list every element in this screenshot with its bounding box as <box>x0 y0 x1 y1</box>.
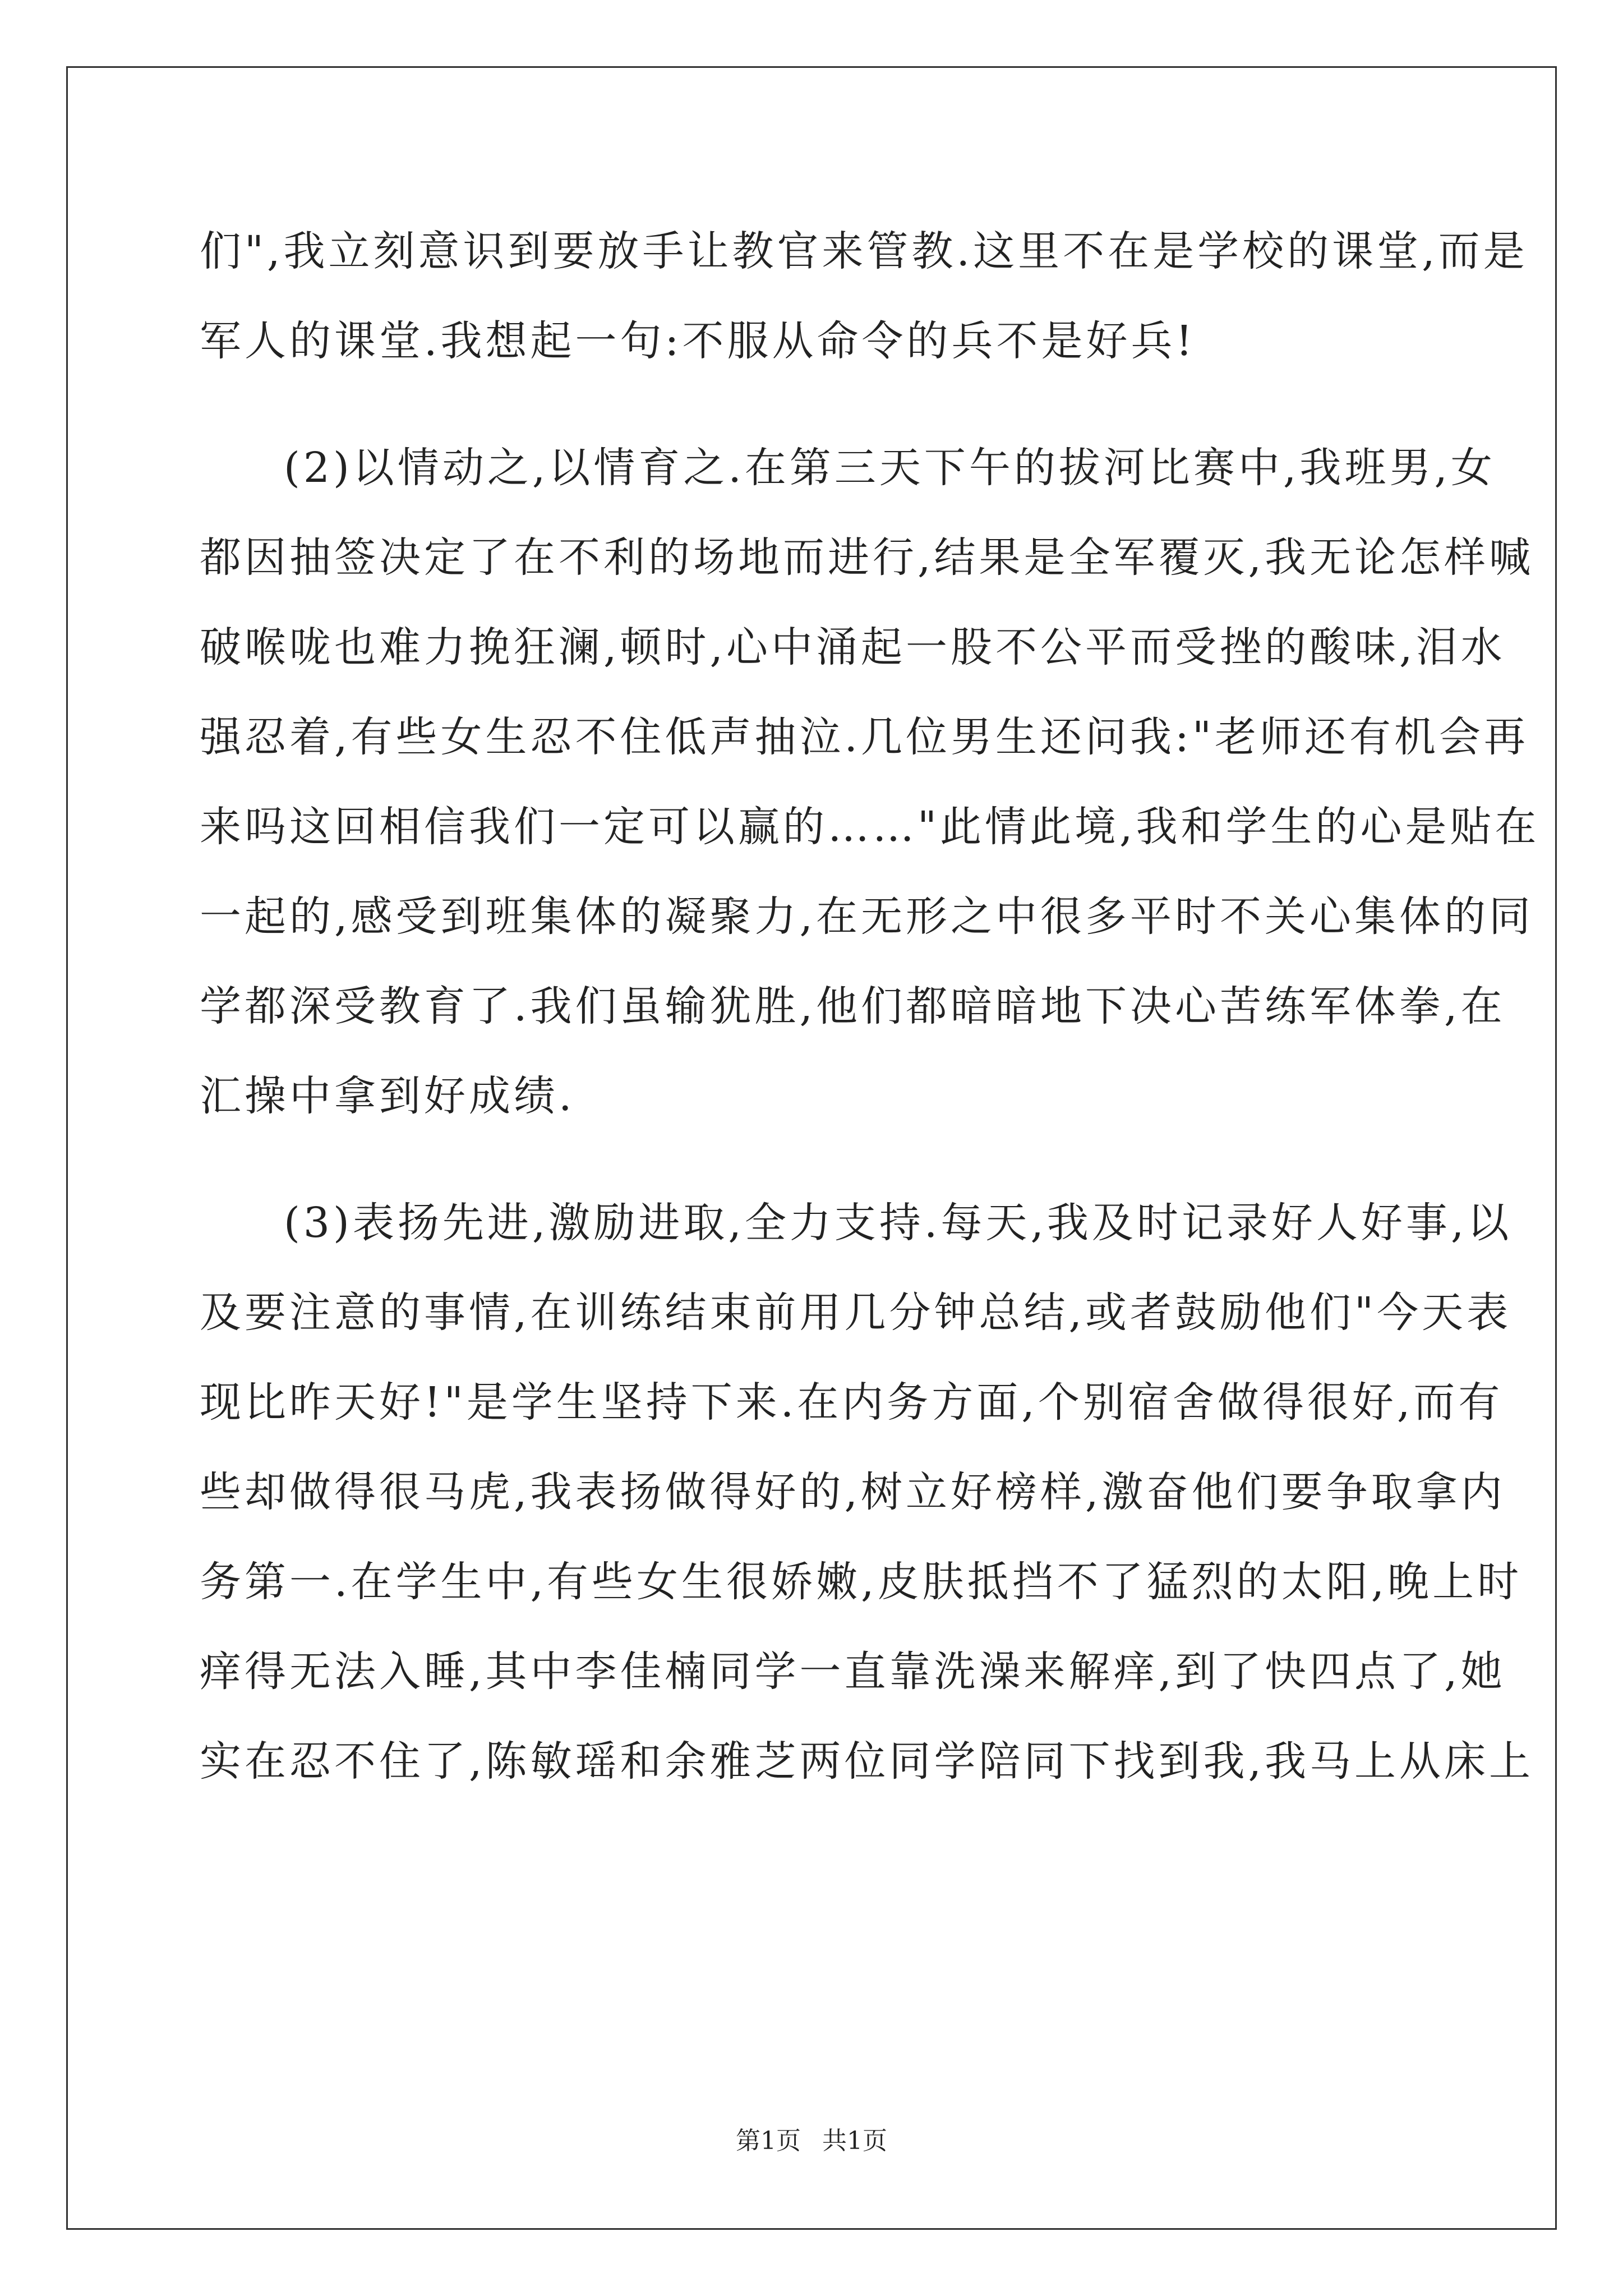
text-line: 现比昨天好!"是学生坚持下来.在内务方面,个别宿舍做得很好,而有 <box>200 1378 1504 1427</box>
page-total: 共1页 <box>822 2127 887 2155</box>
text-line: 军人的课堂.我想起一句:不服从命令的兵不是好兵! <box>200 317 1196 365</box>
text-line: 都因抽签决定了在不利的场地而进行,结果是全军覆灭,我无论怎样喊 <box>200 533 1534 582</box>
text-line: 痒得无法入睡,其中李佳楠同学一直靠洗澡来解痒,到了快四点了,她 <box>200 1648 1506 1696</box>
text-line: 汇操中拿到好成绩. <box>200 1072 575 1120</box>
paragraph-start-line: (3)表扬先进,激励进取,全力支持.每天,我及时记录好人好事,以 <box>284 1199 1513 1247</box>
text-line: 强忍着,有些女生忍不住低声抽泣.几位男生还问我:"老师还有机会再 <box>200 713 1529 761</box>
text-line: 们",我立刻意识到要放手让教官来管教.这里不在是学校的课堂,而是 <box>200 227 1528 275</box>
text-line: 实在忍不住了,陈敏瑶和余雅芝两位同学陪同下找到我,我马上从床上 <box>200 1737 1534 1786</box>
text-line: 学都深受教育了.我们虽输犹胜,他们都暗暗地下决心苦练军体拳,在 <box>200 982 1506 1030</box>
text-line: 及要注意的事情,在训练结束前用几分钟总结,或者鼓励他们"今天表 <box>200 1289 1512 1337</box>
text-line: 来吗这回相信我们一定可以赢的……"此情此境,我和学生的心是贴在 <box>200 803 1540 851</box>
page-footer <box>0 2120 1623 2156</box>
paragraph-start-line: (2)以情动之,以情育之.在第三天下午的拔河比赛中,我班男,女 <box>284 444 1496 492</box>
text-line: 破喉咙也难力挽狂澜,顿时,心中涌起一股不公平而受挫的酸味,泪水 <box>200 623 1506 671</box>
text-line: 一起的,感受到班集体的凝聚力,在无形之中很多平时不关心集体的同 <box>200 892 1534 941</box>
page-number: 第1页 <box>736 2127 801 2155</box>
text-line: 些却做得很马虎,我表扬做得好的,树立好榜样,激奋他们要争取拿内 <box>200 1468 1506 1516</box>
text-line: 务第一.在学生中,有些女生很娇嫩,皮肤抵挡不了猛烈的太阳,晚上时 <box>200 1558 1523 1606</box>
document-body <box>200 206 1540 1806</box>
